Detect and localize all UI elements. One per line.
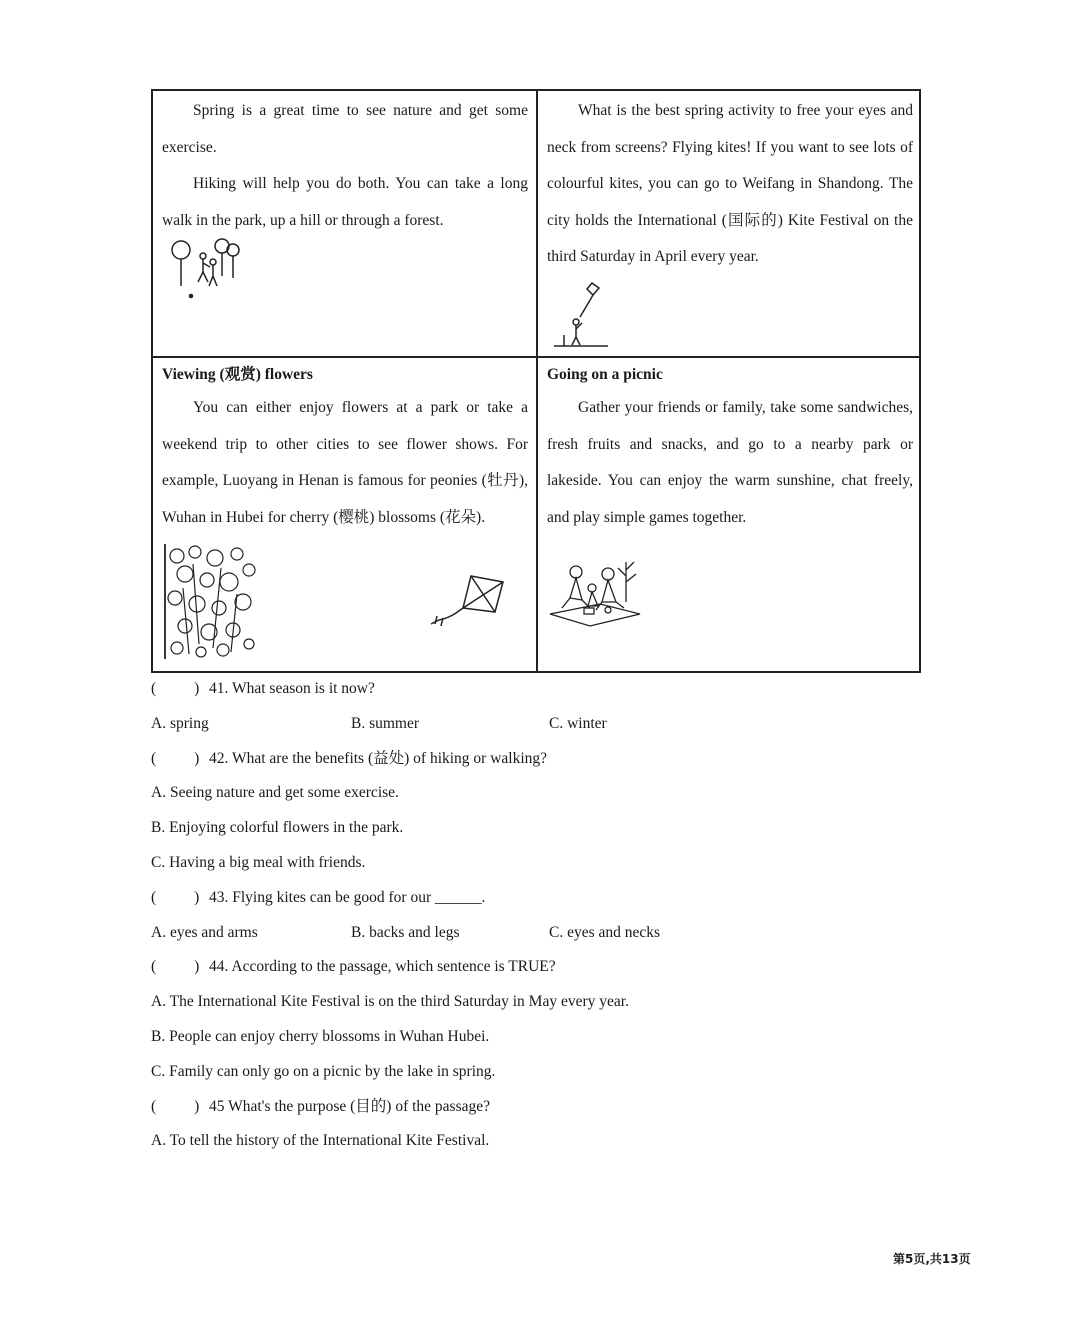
answer-blank-close: ) — [194, 680, 200, 697]
question-stem: 43. Flying kites can be good for our ______. — [209, 888, 486, 906]
option-c[interactable]: C. winter — [549, 714, 607, 732]
cell-picnic — [538, 358, 921, 671]
option-a[interactable]: A. The International Kite Festival is on the third Saturday in May every year. — [151, 993, 629, 1011]
hiking-paragraph-2: Hiking will help you do both. You can take a long walk in the park, up a hill or through a forest. — [162, 175, 528, 229]
question-41 — [151, 672, 951, 707]
picnic-paragraph-1: Gather your friends or family, take some sandwiches, fresh fruits and snacks, and go to a nearby park or lakeside. You can enjoy the warm sunshine, chat freely, and play simple games together. — [547, 399, 913, 526]
question-42 — [151, 742, 951, 777]
flowers-paragraph-1: You can either enjoy flowers at a park or take a weekend trip to other cities to see flower shows. For example, Luoyang in Henan is famous for peonies (牡丹), Wuhan in Hubei for cherry (樱桃) blossoms (花朵). — [162, 399, 528, 526]
cell-hiking — [153, 91, 538, 358]
hiking-paragraph-1: Spring is a great time to see nature and get some exercise. — [162, 102, 528, 156]
answer-blank-close: ) — [194, 888, 200, 906]
option-b[interactable]: B. Enjoying colorful flowers in the park. — [151, 819, 404, 837]
answer-blank-close: ) — [194, 1097, 200, 1115]
answer-blank-open: ( — [151, 958, 157, 976]
flowers-illustration — [163, 544, 258, 659]
options-41 — [151, 707, 951, 742]
option-b[interactable]: B. backs and legs — [351, 923, 460, 941]
question-stem: 44. According to the passage, which sentence is TRUE? — [209, 958, 556, 976]
picnic-illustration — [546, 558, 646, 633]
option-b[interactable]: B. People can enjoy cherry blossoms in Wuhan Hubei. — [151, 1027, 490, 1045]
question-43 — [151, 881, 951, 916]
kite-illustration — [425, 570, 505, 640]
picnic-title: Going on a picnic — [547, 366, 663, 383]
hiking-illustration — [167, 236, 247, 306]
question-list — [151, 672, 951, 1159]
passage-table — [151, 89, 921, 673]
answer-blank-open: ( — [151, 1097, 157, 1115]
option-c[interactable]: C. Family can only go on a picnic by the lake in spring. — [151, 1062, 496, 1080]
option-a[interactable]: A. eyes and arms — [151, 923, 258, 941]
question-stem: 41. What season is it now? — [209, 680, 375, 697]
answer-blank-close: ) — [194, 958, 200, 976]
page-number: 第5页,共13页 — [893, 1252, 971, 1266]
question-stem: 42. What are the benefits (益处) of hiking or walking? — [209, 749, 548, 767]
option-a[interactable]: A. Seeing nature and get some exercise. — [151, 784, 399, 802]
question-45 — [151, 1090, 951, 1125]
kites-paragraph-1: What is the best spring activity to free your eyes and neck from screens? Flying kites! If you want to see lots of colourful kites, you can go to Weifang in Shandong. The city holds the International (国际的) Kite Festival on the third Saturday in April every year. — [547, 102, 913, 265]
cell-kites — [538, 91, 921, 358]
option-c[interactable]: C. Having a big meal with friends. — [151, 853, 366, 871]
answer-blank-open: ( — [151, 749, 157, 767]
answer-blank-open: ( — [151, 680, 157, 697]
cell-flowers — [153, 358, 538, 671]
option-b[interactable]: B. summer — [351, 714, 420, 732]
option-a[interactable]: A. To tell the history of the International Kite Festival. — [151, 1132, 490, 1150]
option-c[interactable]: C. eyes and necks — [549, 923, 661, 941]
answer-blank-close: ) — [194, 749, 200, 767]
option-a[interactable]: A. spring — [151, 714, 209, 732]
kite-flyer-illustration — [552, 277, 612, 347]
options-43 — [151, 916, 951, 951]
question-44 — [151, 950, 951, 985]
answer-blank-open: ( — [151, 888, 157, 906]
question-stem: 45 What's the purpose (目的) of the passage? — [209, 1097, 490, 1115]
flowers-title: Viewing (观赏) flowers — [162, 366, 313, 383]
